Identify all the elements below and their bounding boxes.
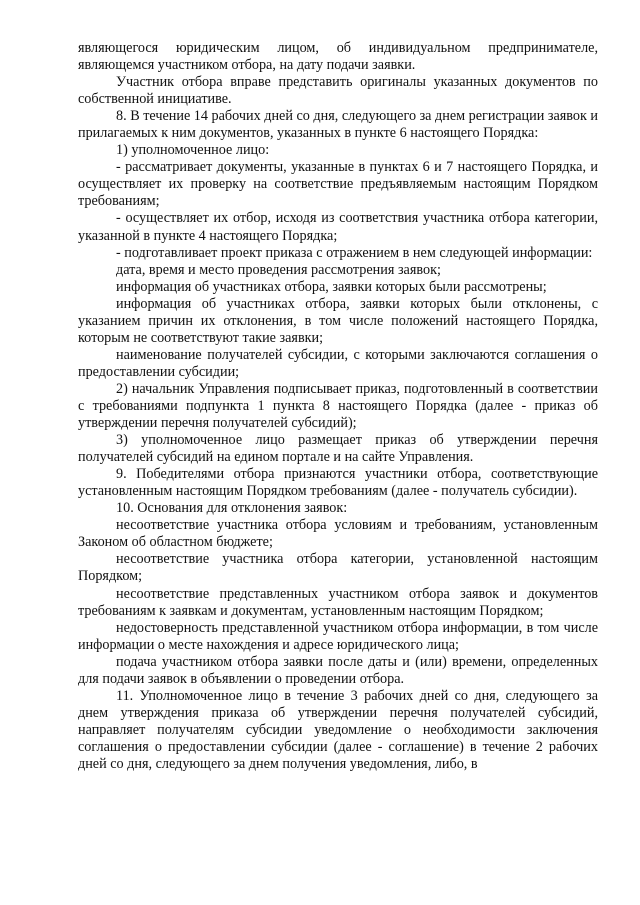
paragraph-info-date: дата, время и место проведения рассмотрения заявок; — [116, 261, 441, 278]
paragraph-item-9: 9. Победителями отбора признаются участники отбора, соответствующие установленным настоящим Порядком требованиям (далее - получатель субсидии). — [78, 466, 598, 500]
paragraph-bullet-draft-order: - подготавливает проект приказа с отражением в нем следующей информации: — [116, 244, 593, 261]
paragraph-originals-note: Участник отбора вправе представить оригиналы указанных документов по собственной инициативе. — [78, 74, 598, 108]
paragraph-reject-unreliable: недостоверность представленной участником отбора информации, в том числе информации о месте нахождения и адресе юридического лица; — [78, 619, 598, 653]
paragraph-reject-category: несоответствие участника отбора категории, установленной настоящим Порядком; — [78, 551, 598, 585]
paragraph-reject-documents: несоответствие представленных участником отбора заявок и документов требованиям к заявкам и документам, установленным настоящим Порядком; — [78, 585, 598, 619]
paragraph-reject-late: подача участником отбора заявки после даты и (или) времени, определенных для подачи заявок в объявлении о проведении отбора. — [78, 653, 598, 687]
paragraph-info-reviewed: информация об участниках отбора, заявки которых были рассмотрены; — [116, 278, 547, 295]
paragraph-info-rejected: информация об участниках отбора, заявки которых были отклонены, с указанием причин их отклонения, в том числе положений настоящего Порядка, которым не соответствуют такие заявки; — [78, 295, 598, 346]
paragraph-item-10: 10. Основания для отклонения заявок: — [116, 500, 348, 517]
paragraph-item-8: 8. В течение 14 рабочих дней со дня, следующего за днем регистрации заявок и прилагаемых к ним документов, указанных в пункте 6 настоящего Порядка: — [78, 108, 599, 142]
paragraph-subitem-1: 1) уполномоченное лицо: — [116, 142, 270, 159]
paragraph-bullet-review: - рассматривает документы, указанные в пунктах 6 и 7 настоящего Порядка, и осуществляет их проверку на соответствие предъявляемым настоящим Порядком требованиям; — [78, 159, 598, 210]
paragraph-info-recipients: наименование получателей субсидии, с которыми заключаются соглашения о предоставлении субсидии; — [78, 346, 598, 380]
paragraph-reject-conditions: несоответствие участника отбора условиям и требованиям, установленным Законом об областном бюджете; — [78, 517, 598, 551]
paragraph-subitem-2: 2) начальник Управления подписывает приказ, подготовленный в соответствии с требованиями подпункта 1 пункта 8 настоящего Порядка (далее - приказ об утверждении перечня получателей субсидий); — [78, 380, 598, 432]
paragraph-subitem-3: 3) уполномоченное лицо размещает приказ об утверждении перечня получателей субсидий на едином портале и на сайте Управления. — [78, 432, 598, 466]
paragraph-item-11: 11. Уполномоченное лицо в течение 3 рабочих дней со дня, следующего за днем утверждения приказа об утверждении перечня получателей субсидий, направляет получателям субсидии уведомление о необходимости заключения соглашения о предоставлении субсидии (далее - соглашение) в течение 2 рабочих дней со дня, следующего за днем получения уведомления, либо, в — [78, 687, 598, 772]
paragraph-continuation: являющегося юридическим лицом, об индивидуальном предпринимателе, являющемся участником отбора, на дату подачи заявки. — [78, 40, 598, 74]
paragraph-bullet-selection: - осуществляет их отбор, исходя из соответствия участника отбора категории, указанной в пункте 4 настоящего Порядка; — [78, 210, 598, 244]
